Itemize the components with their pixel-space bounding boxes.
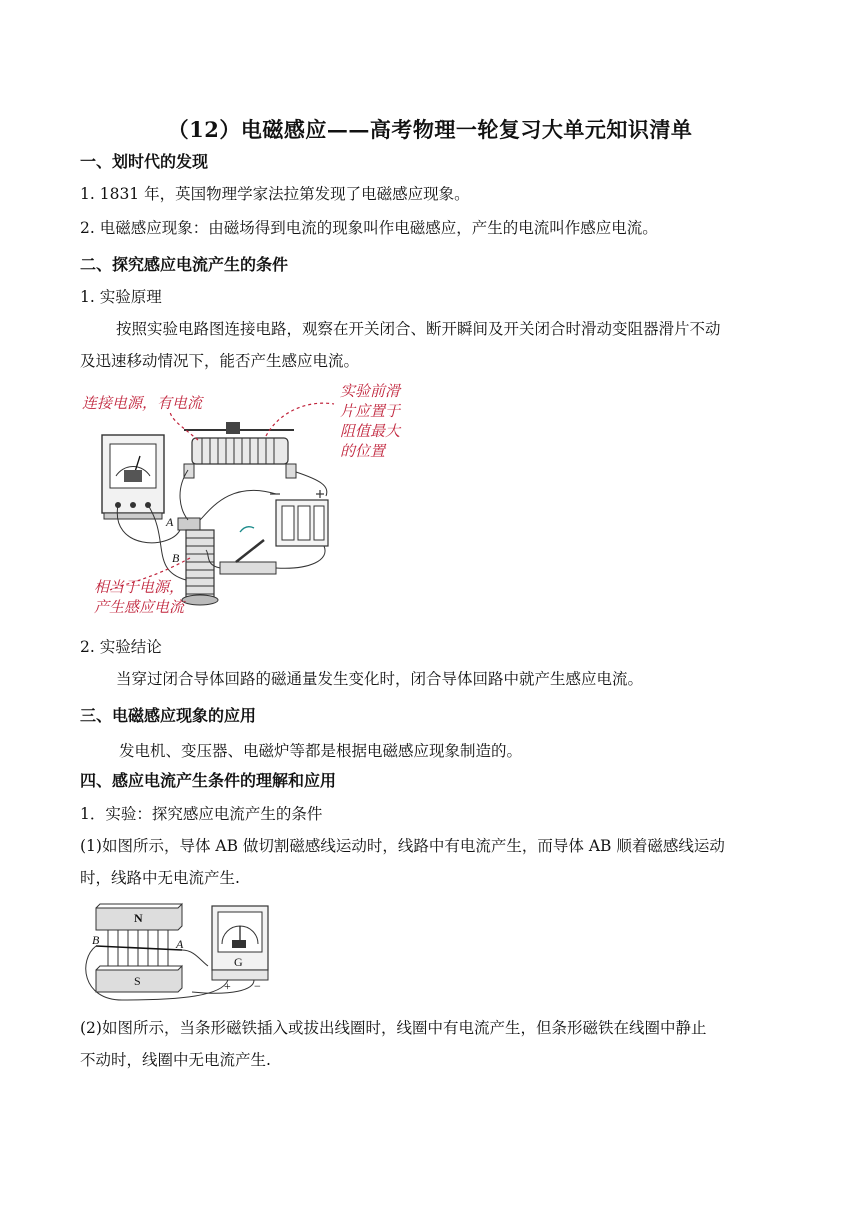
note-right-line-4: 的位置 — [340, 442, 386, 460]
section-2-sub-conclusion: 2. 实验结论 — [80, 638, 162, 656]
section-4-item-2-line-1: (2)如图所示，当条形磁铁插入或拔出线圈时，线圈中有电流产生，但条形磁铁在线圈中静止 — [80, 1019, 707, 1037]
section-2-principle-line-1: 按照实验电路图连接电路，观察在开关闭合、断开瞬间及开关闭合时滑动变阻器滑片不动 — [116, 320, 721, 338]
note-right-line-2: 片应置于 — [340, 402, 401, 420]
section-3-heading: 三、电磁感应现象的应用 — [80, 706, 257, 725]
note-right-line-3: 阻值最大 — [340, 422, 401, 440]
switch-icon — [220, 527, 276, 574]
section-1-item-2: 2. 电磁感应现象：由磁场得到电流的现象叫作电磁感应，产生的电流叫作感应电流。 — [80, 219, 658, 237]
conductor-ab — [96, 946, 182, 950]
section-4-heading: 四、感应电流产生条件的理解和应用 — [80, 771, 337, 790]
label-plus: + — [224, 979, 231, 993]
label-n: N — [134, 911, 143, 925]
section-4-item-2-line-2: 不动时，线圈中无电流产生. — [80, 1051, 271, 1069]
rheostat-icon — [184, 422, 296, 478]
section-4-item-1-line-2: 时，线路中无电流产生. — [80, 869, 240, 887]
battery-icon — [270, 490, 328, 546]
experiment-circuit-figure — [80, 380, 420, 620]
section-3-text: 发电机、变压器、电磁炉等都是根据电磁感应现象制造的。 — [119, 742, 523, 760]
section-2-sub-principle: 1. 实验原理 — [80, 288, 162, 306]
page-title: （12）电磁感应——高考物理一轮复习大单元知识清单 — [167, 117, 693, 142]
note-right-line-1: 实验前滑 — [340, 382, 401, 400]
label-a: A — [176, 937, 184, 951]
note-bottom-line-1: 相当于电源， — [94, 578, 185, 596]
label-a: A — [166, 515, 174, 529]
section-2-heading: 二、探究感应电流产生的条件 — [80, 255, 289, 274]
section-1-item-1: 1. 1831 年，英国物理学家法拉第发现了电磁感应现象。 — [80, 185, 470, 203]
section-2-principle-line-2: 及迅速移动情况下，能否产生感应电流。 — [80, 352, 360, 370]
label-g: G — [234, 955, 243, 969]
note-top: 连接电源，有电流 — [82, 394, 203, 412]
section-2-conclusion: 当穿过闭合导体回路的磁通量发生变化时，闭合导体回路中就产生感应电流。 — [116, 670, 644, 688]
label-minus: − — [254, 979, 261, 993]
section-1-heading: 一、划时代的发现 — [80, 152, 209, 171]
label-b: B — [172, 551, 180, 565]
label-b: B — [92, 933, 100, 947]
section-4-item-1-line-1: (1)如图所示，导体 AB 做切割磁感线运动时，线路中有电流产生，而导体 AB 顺着磁感线运动 — [80, 837, 725, 855]
galvanometer-icon — [102, 435, 164, 519]
note-bottom-line-2: 产生感应电流 — [94, 598, 185, 616]
label-s: S — [134, 974, 141, 988]
magnet-conductor-figure — [82, 900, 282, 1004]
section-4-sub-experiment: 1．实验：探究感应电流产生的条件 — [80, 805, 323, 823]
